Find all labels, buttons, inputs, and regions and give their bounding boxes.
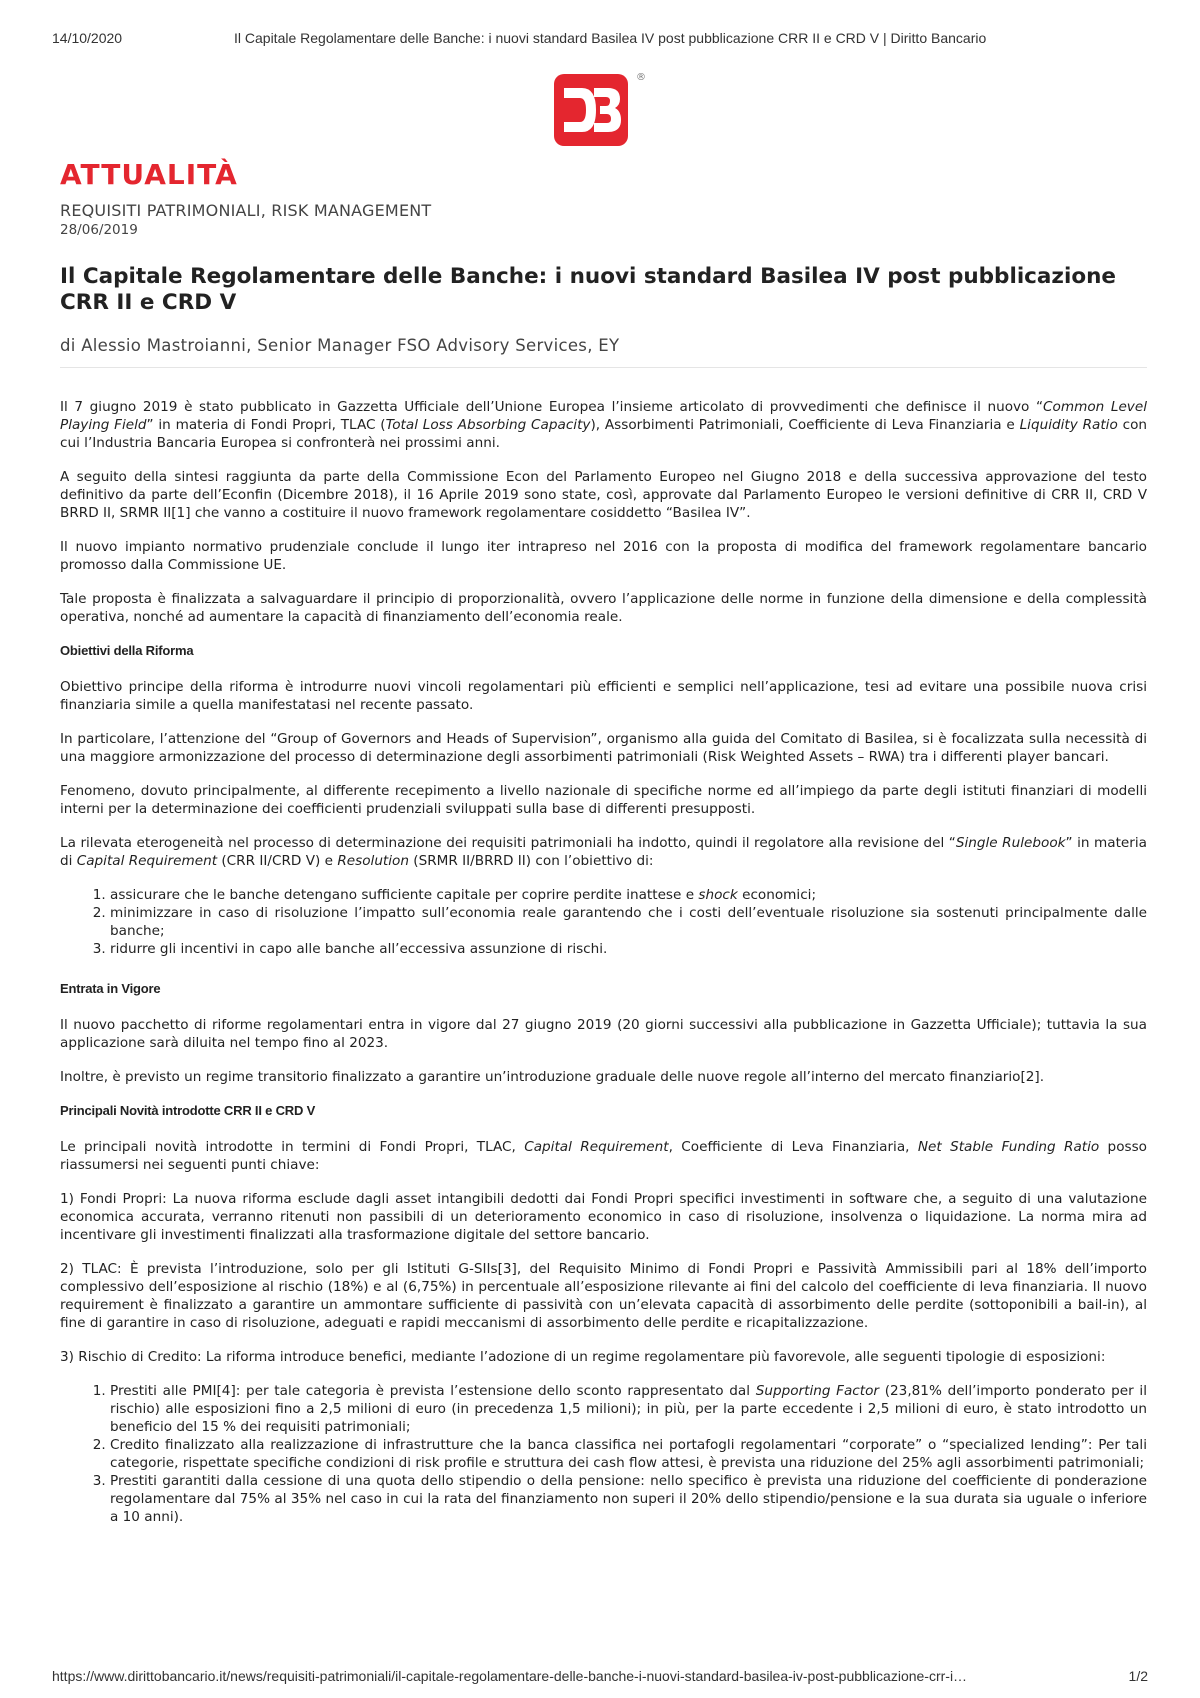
list-item: 3. ridurre gli incentivi in capo alle banche all’eccessiva assunzione di rischi. [110,940,1147,958]
paragraph: Inoltre, è previsto un regime transitorio finalizzato a garantire un’introduzione graduale delle nuove regole all’interno del mercato finanziario[2]. [60,1068,1045,1085]
paragraph: Il nuovo pacchetto di riforme regolamentari entra in vigore dal 27 giugno 2019 (20 giorni successivi alla pubblicazione in Gazzetta Ufficiale); tuttavia la sua applicazione sarà diluita nel tempo fino al 2023. [60,1016,1147,1051]
list-item: 2. Credito finalizzato alla realizzazione di infrastrutture che la banca classifica nei portafogli regolamentari “corporate” o “specialized lending”: Per tali categorie, rispettate specifiche condizioni di risk profile e struttura dei cash flow attesi, è prevista una riduzione del 25% agli assorbimenti patrimoniali; [110,1436,1147,1472]
section-label[interactable]: ATTUALITÀ [60,158,238,191]
page-url-link[interactable]: https://www.dirittobancario.it/news/requisiti-patrimoniali/il-capitale-regolamentare-delle-banche-i-nuovi-standard-basilea-iv-post-pubblicazione-crr-i… [52,1668,968,1684]
print-date: 14/10/2020 [52,30,123,46]
site-logo[interactable] [554,74,644,154]
paragraph: La rilevata eterogeneità nel processo di determinazione dei requisiti patrimoniali ha indotto, quindi il regolatore alla revisione del “Single Rulebook” in materia di Capital Requirement (CRR II/CRD V) e Resolution (SRMR II/BRRD II) con l’obiettivo di: [60,834,1147,869]
article-title: Il Capitale Regolamentare delle Banche: i nuovi standard Basilea IV post pubblicazione CRR II e CRD V [60,264,1116,315]
paragraph: In particolare, l’attenzione del “Group of Governors and Heads of Supervision”, organismo alla guida del Comitato di Basilea, si è focalizzata sulla necessità di una maggiore armonizzazione del processo di determinazione degli assorbimenti patrimoniali (Risk Weighted Assets – RWA) tra i differenti player bancari. [60,730,1147,765]
paragraph: 3) Rischio di Credito: La riforma introduce benefici, mediante l’adozione di un regime regolamentare più favorevole, alle seguenti tipologie di esposizioni: [60,1348,1106,1365]
article [60,158,1147,1542]
paragraph: Il 7 giugno 2019 è stato pubblicato in Gazzetta Ufficiale dell’Unione Europea l’insieme articolato di provvedimenti che definisce il nuovo “Common Level Playing Field” in materia di Fondi Propri, TLAC (Total Loss Absorbing Capacity), Assorbimenti Patrimoniali, Coefficiente di Leva Finanziaria e Liquidity Ratio con cui l’Industria Bancaria Europea si confronterà nei prossimi anni. [60,398,1147,451]
subheading-obiettivi: Obiettivi della Riforma [60,642,194,658]
paragraph: Obiettivo principe della riforma è introdurre nuovi vincoli regolamentari più efficienti e semplici nell’applicazione, tesi ad evitare una possibile nuova crisi finanziaria simile a quella manifestatasi nel recente passato. [60,678,1147,713]
paragraph: 1) Fondi Propri: La nuova riforma esclude dagli asset intangibili dedotti dai Fondi Propri specifici investimenti in software che, a seguito di una valutazione economica accurata, verranno ritenuti non passibili di un deterioramento economico in caso di risoluzione, insolvenza o liquidazione. La norma mira ad incentivare gli investimenti finalizzati alla trasformazione digitale del settore bancario. [60,1190,1147,1243]
paragraph: Fenomeno, dovuto principalmente, al differente recepimento a livello nazionale di specifiche norme ed all’impiego da parte degli istituti finanziari di modelli interni per la determinazione dei coefficienti prudenziali sviluppati sulla base di differenti presupposti. [60,782,1147,817]
paragraph: Tale proposta è finalizzata a salvaguardare il principio di proporzionalità, ovvero l’applicazione delle norme in funzione della dimensione e della complessità operativa, nonché ad aumentare la capacità di finanziamento dell’economia reale. [60,590,1147,625]
list-item: 1. Prestiti alle PMI[4]: per tale categoria è prevista l’estensione dello sconto rappresentato dal Supporting Factor (23,81% dell’importo ponderato per il rischio) alle esposizioni fino a 2,5 milioni di euro (in precedenza 1,5 milioni); in più, per la parte eccedente i 2,5 milioni di euro, è stato introdotto un beneficio del 15 % dei requisiti patrimoniali; [110,1382,1147,1436]
paragraph: A seguito della sintesi raggiunta da parte della Commissione Econ del Parlamento Europeo nel Giugno 2018 e della successiva approvazione del testo definitivo da parte dell’Econfin (Dicembre 2018), il 16 Aprile 2019 sono state, così, approvate dal Parlamento Europeo le versioni definitive di CRR II, CRD V BRRD II, SRMR II[1] che vanno a costituire il nuovo framework regolamentare cosiddetto “Basilea IV”. [60,468,1147,521]
subheading-entrata: Entrata in Vigore [60,980,161,996]
db-logo-icon [554,74,628,146]
credit-risk-list [60,1382,1147,1526]
print-page-title: Il Capitale Regolamentare delle Banche: i nuovi standard Basilea IV post pubblicazione CRR II e CRD V | Diritto Bancario [234,30,987,46]
paragraph: Le principali novità introdotte in termini di Fondi Propri, TLAC, Capital Requirement, Coefficiente di Leva Finanziaria, Net Stable Funding Ratio posso riassumersi nei seguenti punti chiave: [60,1138,1147,1173]
page-number: 1/2 [1128,1668,1148,1684]
list-item: 2. minimizzare in caso di risoluzione l’impatto sull’economia reale garantendo che i costi dell’eventuale risoluzione sia sostenuti principalmente dalle banche; [110,904,1147,940]
list-item: 3. Prestiti garantiti dalla cessione di una quota dello stipendio o della pensione: nello specifico è prevista una riduzione del coefficiente di ponderazione regolamentare dal 75% al 35% nel caso in cui la rata del finanziamento non superi il 20% dello stipendio/pensione e la sua durata sia uguale o inferiore a 10 anni). [110,1472,1147,1526]
article-categories[interactable]: REQUISITI PATRIMONIALI, RISK MANAGEMENT [60,201,432,220]
subheading-novita: Principali Novità introdotte CRR II e CRD V [60,1102,316,1118]
list-item: 1. assicurare che le banche detengano sufficiente capitale per coprire perdite inattese e shock economici; [110,886,1147,904]
objectives-list [60,886,1147,958]
paragraph: 2) TLAC: È prevista l’introduzione, solo per gli Istituti G-SIIs[3], del Requisito Minimo di Fondi Propri e Passività Ammissibili pari al 18% dell’importo complessivo dell’esposizione al rischio (18%) e al (6,75%) in percentuale all’esposizione rilevante ai fini del calcolo del coefficiente di leva finanziaria. Il nuovo requirement è finalizzato a garantire un ammontare sufficiente di passività con un’elevata capacità di assorbimento delle perdite (sottoponibili a bail-in), al fine di garantire in caso di risoluzione, adeguati e rapidi meccanismi di assorbimento delle perdite e ricapitalizzazione. [60,1260,1147,1331]
article-author: di Alessio Mastroianni, Senior Manager FSO Advisory Services, EY [60,336,1147,368]
article-date: 28/06/2019 [60,222,138,238]
paragraph: Il nuovo impianto normativo prudenziale conclude il lungo iter intrapreso nel 2016 con la proposta di modifica del framework regolamentare bancario promosso dalla Commissione UE. [60,538,1147,573]
article-body [60,398,1147,1526]
registered-mark: ® [636,72,646,83]
